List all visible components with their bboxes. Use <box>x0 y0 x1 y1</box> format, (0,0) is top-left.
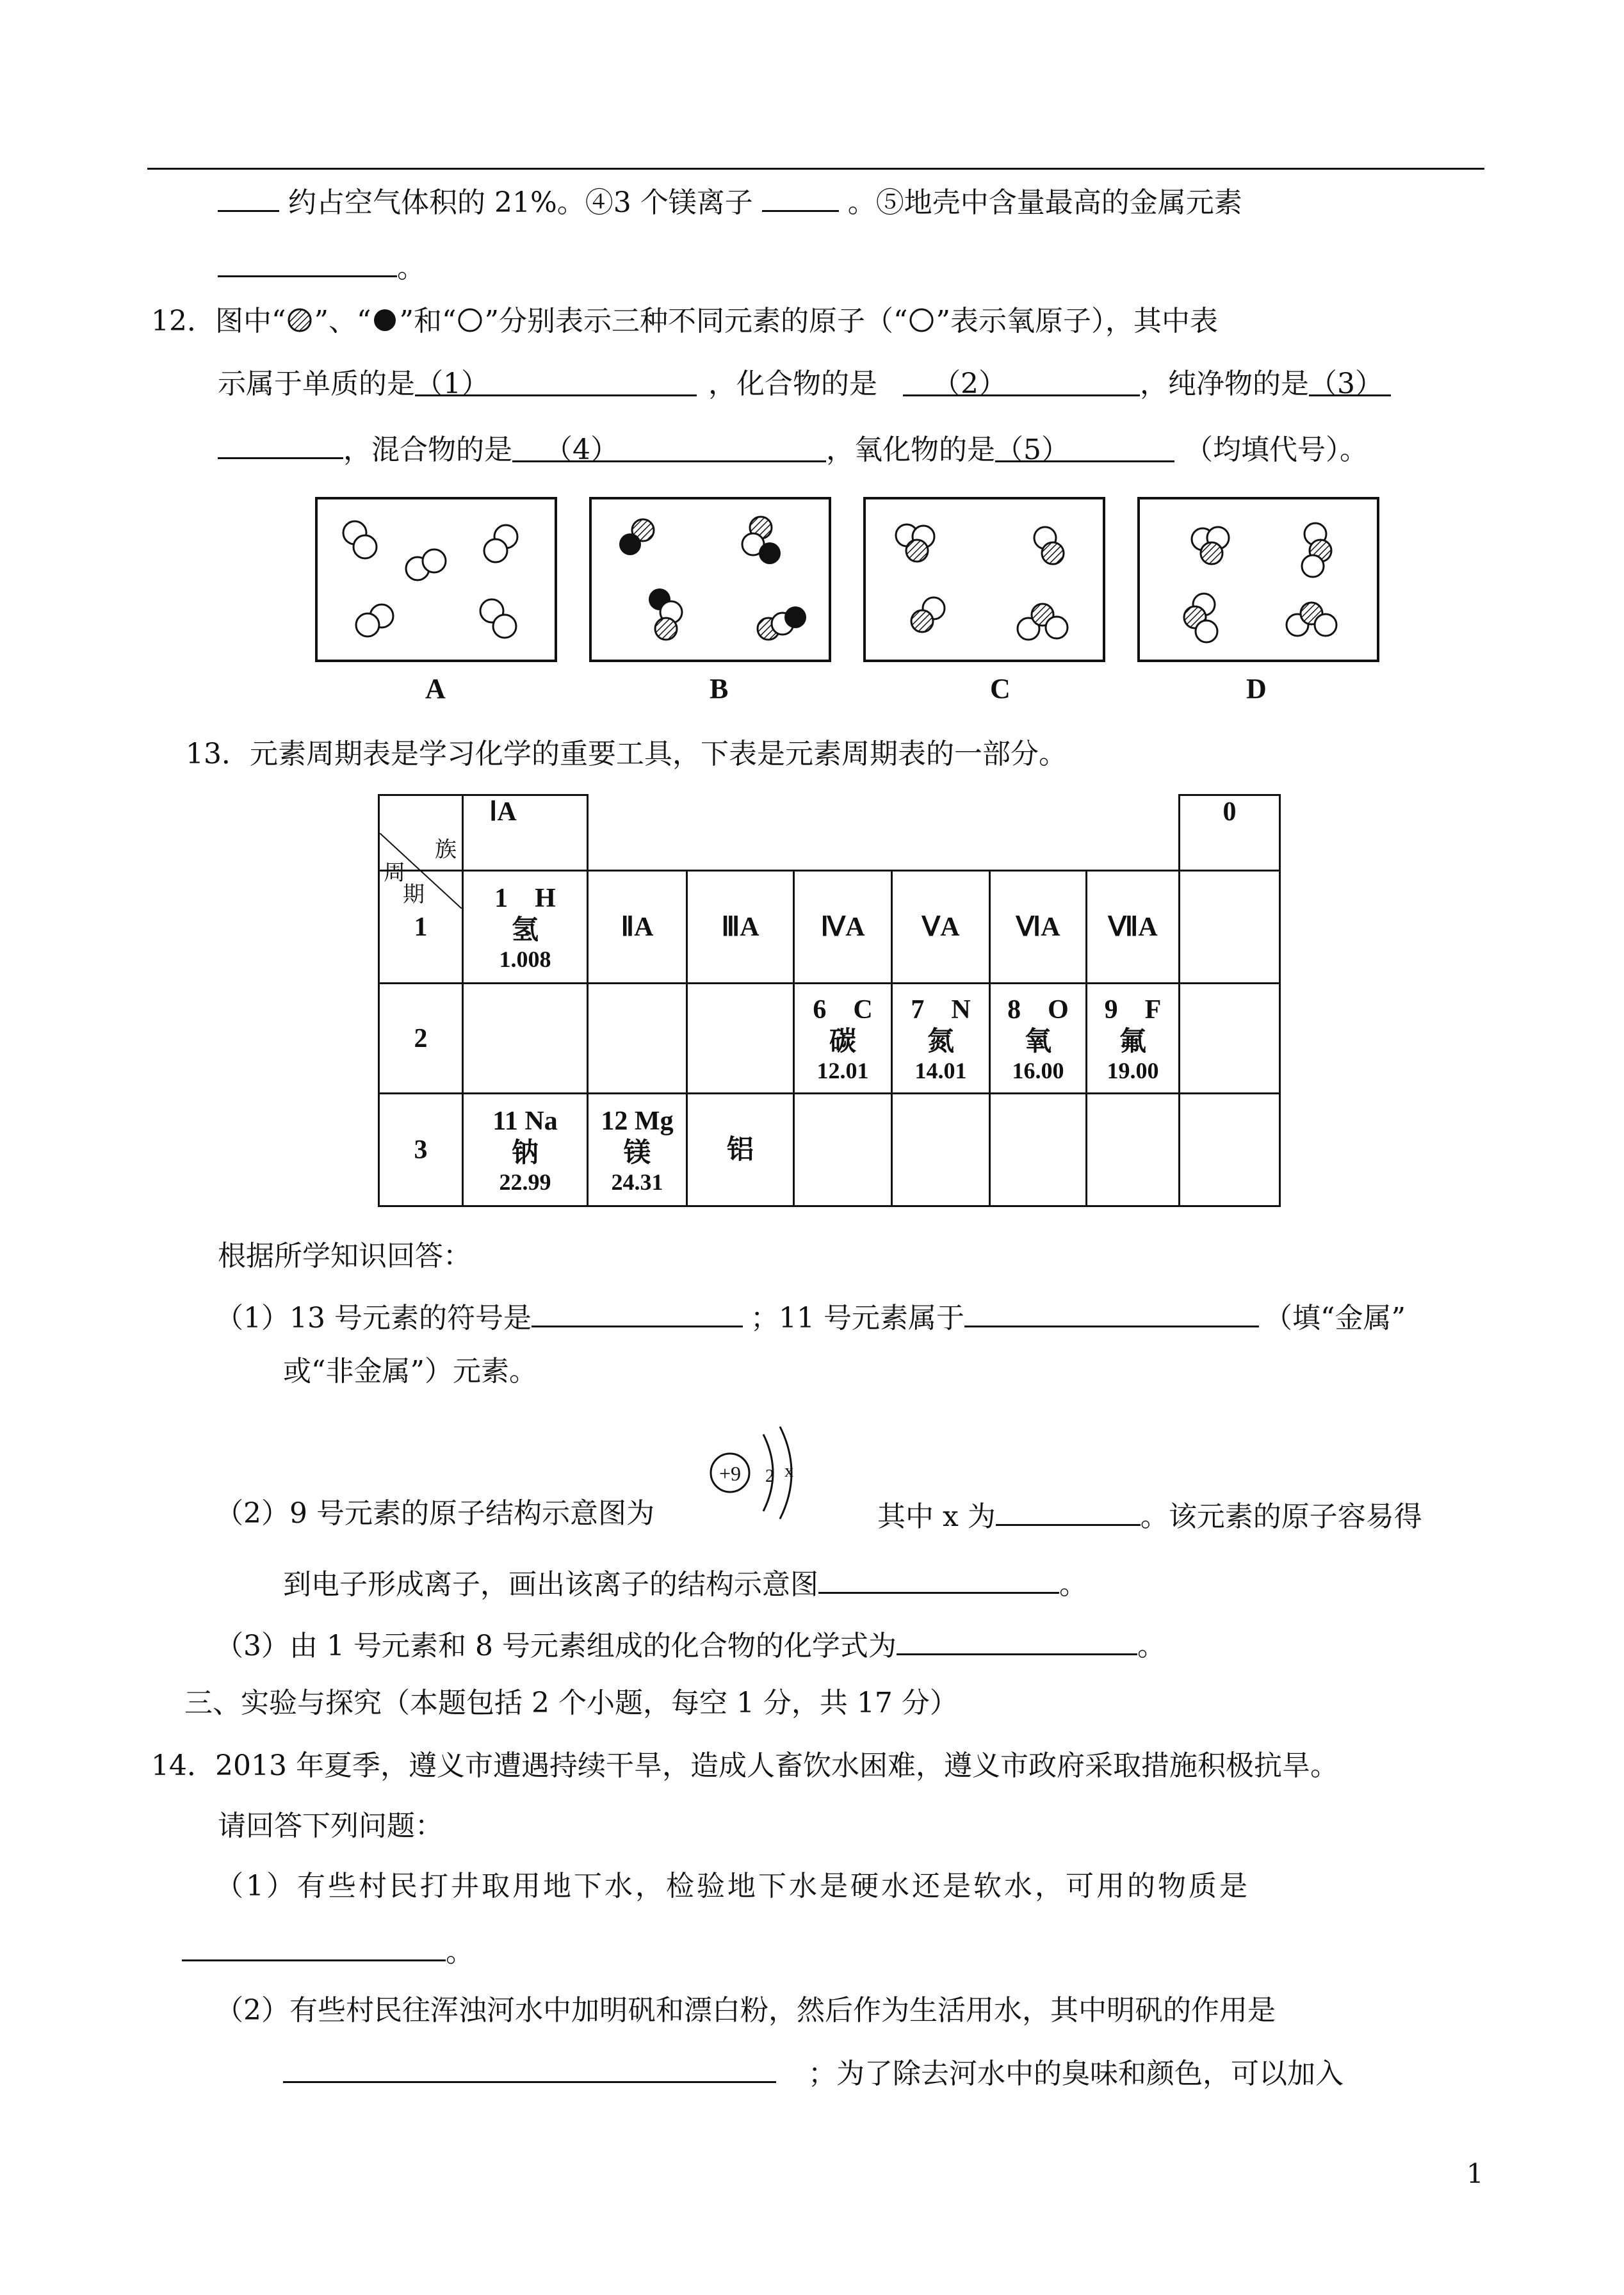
blank-3-cont[interactable] <box>218 428 343 459</box>
blank-2[interactable]: （2） <box>903 365 1140 396</box>
molecule-box-a <box>315 497 557 662</box>
blank-5[interactable]: （5） <box>995 431 1174 462</box>
q13-title: 13．元素周期表是学习化学的重要工具，下表是元素周期表的一部分。 <box>186 738 1067 770</box>
q14-line6: ；为了除去河水中的臭味和颜色，可以加入 <box>283 2052 1344 2093</box>
blank-1[interactable]: （1） <box>415 365 697 396</box>
header-rule <box>147 168 1484 170</box>
hatched-atom-icon <box>286 306 314 334</box>
blank-3[interactable]: （3） <box>1309 365 1391 396</box>
period-1: 1 <box>379 871 463 984</box>
element-c: 6 C 碳 12.01 <box>794 984 892 1094</box>
element-h: 1 H 氢 1.008 <box>463 871 588 984</box>
molecule-box-d <box>1137 497 1379 662</box>
element-n: 7 N 氮 14.01 <box>892 984 990 1094</box>
group-label-viia: ⅦA <box>1087 871 1180 984</box>
q13-sub2-line1: （2）9 号元素的原子结构示意图为 <box>215 1497 654 1530</box>
blank-4[interactable]: （4） <box>512 431 826 462</box>
molecule-box-b <box>589 497 831 662</box>
period-3: 3 <box>379 1094 463 1206</box>
box-label-d: D <box>1246 673 1267 704</box>
element-f: 9 F 氟 19.00 <box>1087 984 1180 1094</box>
q13-sub2-line1b: 其中 x 为 。该元素的原子容易得 <box>877 1495 1422 1536</box>
group-label-iiia: ⅢA <box>687 871 794 984</box>
group-label-via: ⅥA <box>990 871 1087 984</box>
group-label-0: 0 <box>1180 795 1280 871</box>
box-label-c: C <box>990 673 1011 704</box>
box-label-b: B <box>710 673 729 704</box>
group-label-iia: ⅡA <box>588 871 687 984</box>
blank[interactable] <box>897 1624 1137 1655</box>
molecule-diagram-a <box>318 499 555 660</box>
blank[interactable] <box>182 1930 446 1961</box>
q11-line2: 。 <box>218 246 425 288</box>
nucleus-charge: +9 <box>719 1462 742 1485</box>
q14-line4: 。 <box>182 1930 474 1972</box>
element-mg: 12 Mg 镁 24.31 <box>588 1094 687 1206</box>
blank[interactable] <box>818 1562 1059 1594</box>
q13-sub2-line2: 到电子形成离子，画出该离子的结构示意图 。 <box>283 1562 1087 1604</box>
page-number: 1 <box>1466 2158 1484 2189</box>
q14-line3: （1）有些村民打井取用地下水，检验地下水是硬水还是软水，可用的物质是 <box>215 1870 1250 1902</box>
blank[interactable] <box>762 181 839 212</box>
q12-line1: 12．图中“ ”、“ ”和“ ”分别表示三种不同元素的原子（“ ”表示氧原子），其中表 <box>151 305 1218 337</box>
element-o: 8 O 氧 16.00 <box>990 984 1087 1094</box>
molecule-diagram-c <box>866 499 1103 660</box>
table-header-cell: 族 周 期 <box>379 795 463 871</box>
q12-line3: ，混合物的是 （4） ，氧化物的是（5） （均填代号）。 <box>218 428 1368 469</box>
white-atom-icon <box>907 306 936 334</box>
atom-structure-diagram <box>699 1415 808 1530</box>
molecule-diagram-b <box>592 499 829 660</box>
group-label-va: ⅤA <box>892 871 990 984</box>
q14-line5: （2）有些村民往浑浊河水中加明矾和漂白粉，然后作为生活用水，其中明矾的作用是 <box>215 1994 1276 2027</box>
shell-1-electrons: 2 <box>765 1466 774 1486</box>
section-3-heading: 三、实验与探究（本题包括 2 个小题，每空 1 分，共 17 分） <box>184 1687 958 1719</box>
white-atom-icon <box>456 306 484 334</box>
black-atom-icon <box>371 306 399 334</box>
q13-sub3: （3）由 1 号元素和 8 号元素组成的化合物的化学式为 。 <box>215 1624 1165 1666</box>
q12-line2: 示属于单质的是（1） ，化合物的是 （2） ，纯净物的是（3） <box>218 365 1391 403</box>
q13-sub1-line2: 或“非金属”）元素。 <box>283 1355 537 1388</box>
periodic-table <box>378 794 1281 1207</box>
q14-line2: 请回答下列问题： <box>218 1810 443 1842</box>
period-2: 2 <box>379 984 463 1094</box>
molecule-box-c <box>863 497 1105 662</box>
shell-2-electrons: x <box>784 1461 793 1481</box>
blank[interactable] <box>532 1296 743 1327</box>
blank[interactable] <box>218 181 279 212</box>
molecule-diagram-d <box>1140 499 1377 660</box>
blank[interactable] <box>218 246 397 277</box>
blank[interactable] <box>283 2052 776 2083</box>
element-na: 11 Na 钠 22.99 <box>463 1094 588 1206</box>
group-label-iva: ⅣA <box>794 871 892 984</box>
blank[interactable] <box>964 1296 1259 1327</box>
q13-sub1-line1: （1）13 号元素的符号是 ；11 号元素属于 （填“金属” <box>215 1296 1406 1338</box>
q11-line1: 约占空气体积的 21%。④3 个镁离子 。⑤地壳中含量最高的金属元素 <box>218 181 1242 222</box>
blank[interactable] <box>996 1495 1141 1526</box>
answer-intro: 根据所学知识回答： <box>218 1240 471 1272</box>
element-al: 铝 <box>687 1094 794 1206</box>
box-label-a: A <box>425 673 446 704</box>
q14-line1: 14．2013 年夏季，遵义市遭遇持续干旱，造成人畜饮水困难，遵义市政府采取措施积极抗旱。 <box>151 1749 1338 1782</box>
group-label-ia: ⅠA <box>463 795 588 871</box>
